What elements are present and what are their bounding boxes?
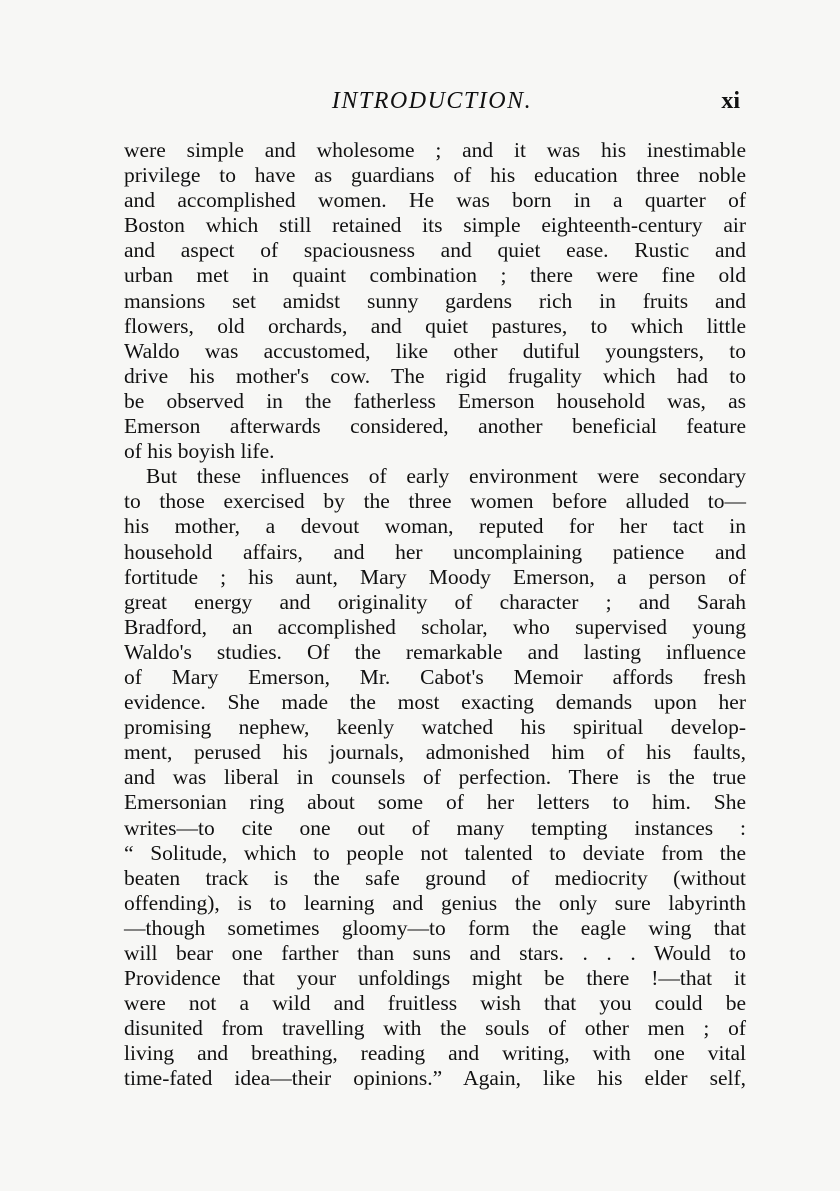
text-line: mansions set amidst sunny gardens rich in fruits and	[124, 288, 746, 313]
running-head: INTRODUCTION.	[331, 88, 533, 114]
text-line: and was liberal in counsels of perfection. There is the true	[124, 765, 746, 790]
body-text	[124, 138, 746, 1092]
text-line: were simple and wholesome ; and it was his inestimable	[124, 138, 746, 162]
paragraph-end-line: of his boyish life.	[124, 439, 275, 464]
text-line: disunited from travelling with the souls of other men ; of	[124, 1016, 746, 1041]
text-line: and aspect of spaciousness and quiet ease. Rustic and	[124, 238, 746, 263]
text-line: Boston which still retained its simple eighteenth-century air	[124, 213, 746, 238]
text-line: will bear one farther than suns and stars. . . . Would to	[124, 941, 746, 965]
text-line: urban met in quaint combination ; there were fine old	[124, 263, 746, 288]
text-line: be observed in the fatherless Emerson household was, as	[124, 388, 746, 413]
text-line: offending), is to learning and genius the only sure labyrinth	[124, 890, 746, 915]
text-line: his mother, a devout woman, reputed for her tact in	[124, 514, 746, 539]
text-line: Waldo's studies. Of the remarkable and lasting influence	[124, 639, 746, 664]
text-line: to those exercised by the three women before alluded to—	[124, 489, 746, 514]
text-line: evidence. She made the most exacting demands upon her	[124, 690, 746, 715]
text-line: ment, perused his journals, admonished him of his faults,	[124, 740, 746, 765]
text-line: great energy and originality of character ; and Sarah	[124, 589, 746, 614]
text-line: writes—to cite one out of many tempting instances :	[124, 815, 746, 840]
text-line: were not a wild and fruitless wish that you could be	[124, 991, 746, 1016]
text-line: fortitude ; his aunt, Mary Moody Emerson, a person of	[124, 564, 746, 589]
text-line: beaten track is the safe ground of mediocrity (without	[124, 865, 746, 890]
text-line: time-fated idea—their opinions.” Again, like his elder self,	[124, 1066, 746, 1091]
text-line: household affairs, and her uncomplaining patience and	[124, 539, 746, 564]
text-line: Waldo was accustomed, like other dutiful youngsters, to	[124, 338, 746, 363]
text-line: “ Solitude, which to people not talented to deviate from the	[124, 840, 746, 865]
text-line: Bradford, an accomplished scholar, who supervised young	[124, 614, 746, 639]
text-line: —though sometimes gloomy—to form the eagle wing that	[124, 915, 746, 940]
page-number: xi	[721, 88, 740, 114]
text-line: flowers, old orchards, and quiet pastures, to which little	[124, 313, 746, 338]
text-line: promising nephew, keenly watched his spiritual develop-	[124, 715, 746, 740]
text-line: of Mary Emerson, Mr. Cabot's Memoir affords fresh	[124, 664, 746, 689]
paragraph-first-line: But these influences of early environment were secondary	[146, 464, 746, 489]
text-line: drive his mother's cow. The rigid frugality which had to	[124, 363, 746, 388]
text-line: living and breathing, reading and writing, with one vital	[124, 1041, 746, 1066]
text-line: Providence that your unfoldings might be there !—that it	[124, 966, 746, 991]
text-line: Emerson afterwards considered, another beneficial feature	[124, 414, 746, 439]
text-line: Emersonian ring about some of her letters to him. She	[124, 790, 746, 815]
text-line: privilege to have as guardians of his education three noble	[124, 163, 746, 188]
page-header	[124, 86, 740, 116]
text-line: and accomplished women. He was born in a quarter of	[124, 188, 746, 213]
